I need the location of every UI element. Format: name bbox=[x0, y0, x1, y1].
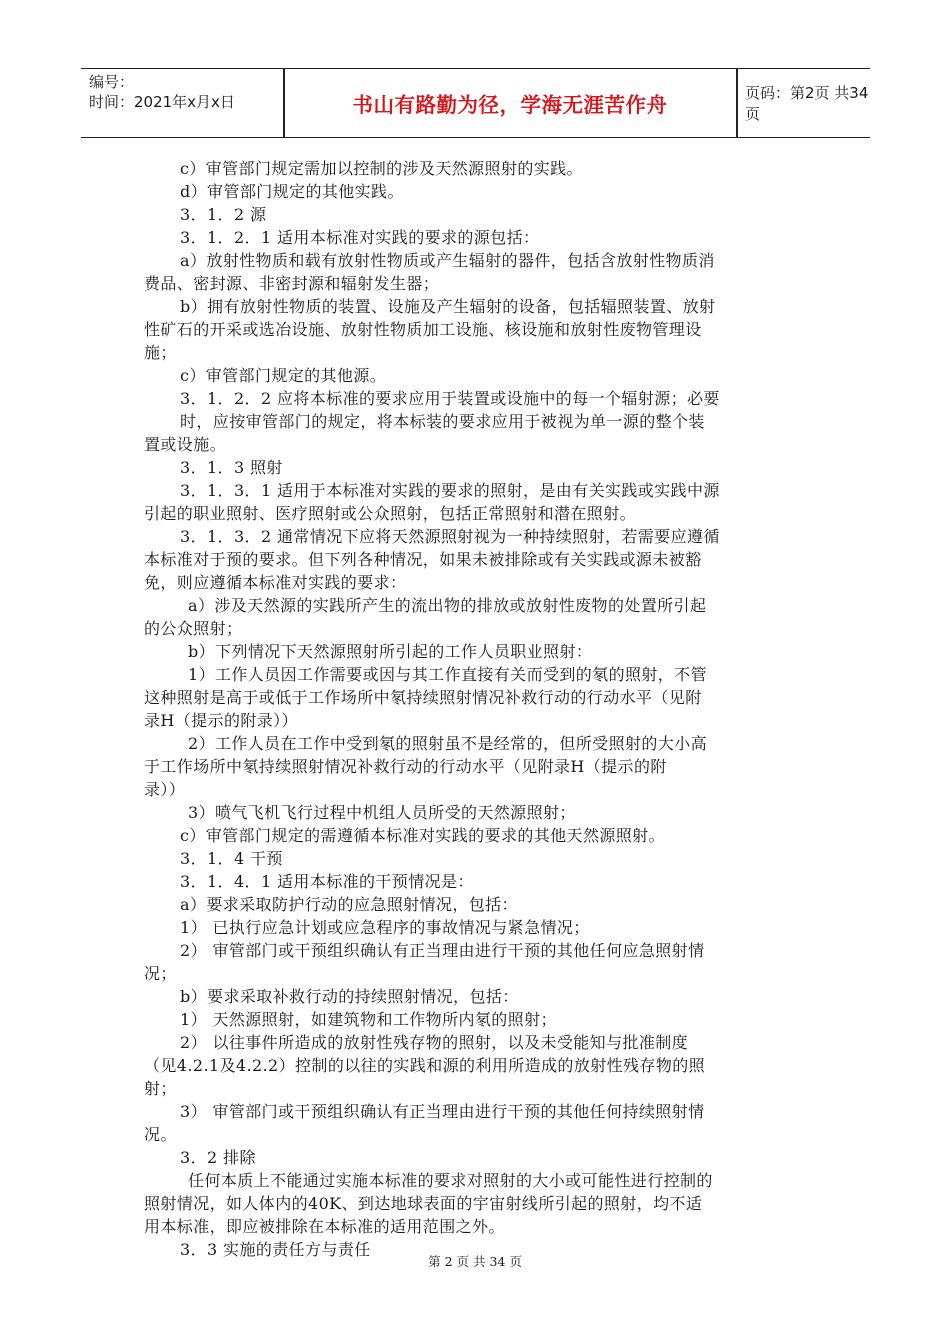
text-line: 2） 审管部门或干预组织确认有正当理由进行干预的其他任何应急照射情 bbox=[180, 941, 705, 960]
doc-number-label: 编号： bbox=[89, 73, 135, 91]
text-line: b）要求采取补救行动的持续照射情况，包括： bbox=[180, 987, 519, 1006]
text-line: 3．1．3．1 适用于本标准对实践的要求的照射，是由有关实践或实践中源 bbox=[180, 481, 720, 500]
text-line: 时，应按审管部门的规定，将本标装的要求应用于被视为单一源的整个装 bbox=[180, 412, 705, 431]
text-line: 免，则应遵循本标准对实践的要求： bbox=[144, 573, 407, 592]
text-line: 3） 审管部门或干预组织确认有正当理由进行干预的其他任何持续照射情 bbox=[180, 1102, 705, 1121]
section-heading: 3．3 实施的责任方与责任 bbox=[180, 1240, 371, 1259]
text-line: 置或设施。 bbox=[144, 435, 227, 454]
text-line: 3．1．2．1 适用本标准对实践的要求的源包括： bbox=[180, 228, 540, 247]
text-line: 照射情况，如人体内的40K、到达地球表面的宇宙射线所引起的照射，均不适 bbox=[144, 1194, 703, 1213]
text-line: 费品、密封源、非密封源和辐射发生器； bbox=[144, 274, 440, 293]
text-line: 况。 bbox=[144, 1125, 177, 1144]
text-line: 用本标准，即应被排除在本标准的适用范围之外。 bbox=[144, 1217, 505, 1236]
text-line: 性矿石的开采或选冶设施、放射性物质加工设施、核设施和放射性废物管理设 bbox=[144, 320, 702, 339]
header-page-info: 页码：第2页 共34页 bbox=[745, 84, 869, 123]
text-line: b）拥有放射性物质的装置、设施及产生辐射的设备，包括辐照装置、放射 bbox=[180, 297, 716, 316]
text-line: a）要求采取防护行动的应急照射情况，包括： bbox=[180, 895, 518, 914]
text-line: 本标准对于预的要求。但下列各种情况，如果未被排除或有关实践或源未被豁 bbox=[144, 550, 702, 569]
text-line: 2） 以往事件所造成的放射性残存物的照射，以及未受能知与批准制度 bbox=[180, 1033, 689, 1052]
text-line: c）审管部门规定的需遵循本标准对实践的要求的其他天然源照射。 bbox=[180, 826, 665, 845]
document-header bbox=[81, 68, 870, 138]
section-heading: 3．1．4 干预 bbox=[180, 849, 283, 868]
text-line: 1）工作人员因工作需要或因与其工作直接有关而受到的氡的照射，不管 bbox=[188, 665, 707, 684]
text-line: d）审管部门规定的其他实践。 bbox=[180, 182, 404, 201]
text-line: 任何本质上不能通过实施本标准的要求对照射的大小或可能性进行控制的 bbox=[188, 1171, 713, 1190]
text-line: 3．1．4．1 适用本标准的干预情况是： bbox=[180, 872, 474, 891]
text-line: a）放射性物质和载有放射性物质或产生辐射的器件，包括含放射性物质消 bbox=[180, 251, 715, 270]
text-line: 3．1．3．2 通常情况下应将天然源照射视为一种持续照射，若需要应遵循 bbox=[180, 527, 720, 546]
page-footer: 第 2 页 共 34 页 bbox=[428, 1254, 522, 1269]
text-line: 射； bbox=[144, 1079, 177, 1098]
doc-date-label: 时间：2021年x月x日 bbox=[89, 93, 235, 111]
text-line: c）审管部门规定的其他源。 bbox=[180, 366, 387, 385]
text-line: 况； bbox=[144, 964, 177, 983]
text-line: 1） 已执行应急计划或应急程序的事故情况与紧急情况； bbox=[180, 918, 590, 937]
text-line: 施； bbox=[144, 343, 177, 362]
text-line: 3．1．2．2 应将本标准的要求应用于装置或设施中的每一个辐射源；必要 bbox=[180, 389, 720, 408]
section-heading: 3．2 排除 bbox=[180, 1148, 256, 1167]
text-line: 2）工作人员在工作中受到氡的照射虽不是经常的，但所受照射的大小高 bbox=[188, 734, 707, 753]
text-line: 录）） bbox=[144, 780, 186, 799]
text-line: 的公众照射； bbox=[144, 619, 243, 638]
header-meta-cell bbox=[81, 69, 282, 137]
text-line: 3）喷气飞机飞行过程中机组人员所受的天然源照射； bbox=[188, 803, 576, 822]
text-line: a）涉及天然源的实践所产生的流出物的排放或放射性废物的处置所引起 bbox=[188, 596, 707, 615]
section-heading: 3．1．3 照射 bbox=[180, 458, 283, 477]
text-line: b）下列情况下天然源照射所引起的工作人员职业照射： bbox=[188, 642, 593, 661]
text-line: 这种照射是高于或低于工作场所中氡持续照射情况补救行动的行动水平（见附 bbox=[144, 688, 702, 707]
text-line: 引起的职业照射、医疗照射或公众照射，包括正常照射和潜在照射。 bbox=[144, 504, 637, 523]
section-heading: 3．1．2 源 bbox=[180, 205, 267, 224]
text-line: 录H（提示的附录）） bbox=[144, 711, 298, 730]
text-line: 于工作场所中氡持续照射情况补救行动的行动水平（见附录H（提示的附 bbox=[144, 757, 667, 776]
text-line: （见4.2.1及4.2.2）控制的以往的实践和源的利用所造成的放射性残存物的照 bbox=[144, 1056, 706, 1075]
header-divider bbox=[736, 69, 738, 137]
header-motto: 书山有路勤为径，学海无涯苦作舟 bbox=[352, 93, 668, 117]
text-line: c）审管部门规定需加以控制的涉及天然源照射的实践。 bbox=[180, 159, 583, 178]
text-line: 1） 天然源照射，如建筑物和工作物所内氡的照射； bbox=[180, 1010, 557, 1029]
